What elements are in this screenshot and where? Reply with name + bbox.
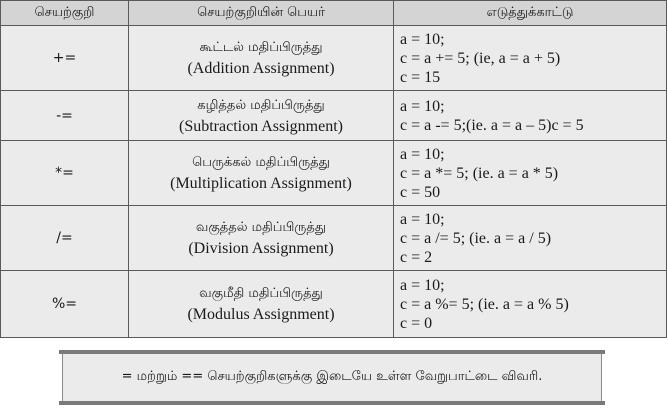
table-row bbox=[1, 91, 667, 141]
example-line: c = 0 bbox=[400, 314, 433, 332]
operator-name-cell bbox=[129, 26, 394, 91]
operator-name-cell bbox=[129, 206, 394, 271]
note-top-bar bbox=[59, 350, 605, 354]
operator-name-tamil: கழித்தல் மதிப்பிருத்து bbox=[197, 97, 325, 113]
table-row bbox=[1, 26, 667, 91]
exercise-note-text: = மற்றும் == செயற்குறிகளுக்கு இடையே உள்ள வேறுபாட்டை விவரி. bbox=[121, 369, 543, 384]
example-line: c = a -= 5;(ie. a = a – 5)c = 5 bbox=[400, 116, 584, 134]
table-row bbox=[1, 271, 667, 338]
operator-name-tamil: கூட்டல் மதிப்பிருத்து bbox=[199, 40, 323, 55]
operator-cell: += bbox=[1, 26, 129, 91]
example-cell bbox=[394, 91, 667, 141]
operator-name-english: (Modulus Assignment) bbox=[187, 306, 335, 323]
header-operator-name: செயற்குறியின் பெயர் bbox=[129, 1, 394, 26]
operator-cell: *= bbox=[1, 141, 129, 206]
example-cell bbox=[394, 26, 667, 91]
example-line: c = 15 bbox=[400, 68, 441, 86]
example-line: a = 10; bbox=[400, 276, 445, 294]
example-cell bbox=[394, 206, 667, 271]
example-line: c = 50 bbox=[400, 183, 441, 201]
operator-name-cell bbox=[129, 91, 394, 141]
table-header-row bbox=[1, 1, 667, 26]
example-cell bbox=[394, 141, 667, 206]
example-line: c = 2 bbox=[400, 248, 433, 266]
example-line: a = 10; bbox=[400, 97, 445, 115]
operator-name-cell bbox=[129, 141, 394, 206]
example-cell bbox=[394, 271, 667, 338]
header-operator: செயற்குறி bbox=[1, 1, 129, 26]
operator-name-english: (Division Assignment) bbox=[188, 240, 334, 257]
example-line: c = a %= 5; (ie. a = a % 5) bbox=[400, 295, 569, 313]
table-row bbox=[1, 206, 667, 271]
example-line: a = 10; bbox=[400, 145, 445, 163]
table-row bbox=[1, 141, 667, 206]
operator-cell: /= bbox=[1, 206, 129, 271]
operator-name-tamil: வகுமீதி மதிப்பிருத்து bbox=[199, 286, 323, 301]
exercise-note-box bbox=[62, 350, 602, 405]
operator-name-tamil: பெருக்கல் மதிப்பிருத்து bbox=[192, 155, 330, 170]
example-line: c = a /= 5; (ie. a = a / 5) bbox=[400, 229, 552, 247]
example-line: a = 10; bbox=[400, 210, 445, 228]
example-line: c = a *= 5; (ie. a = a * 5) bbox=[400, 164, 559, 182]
operator-name-english: (Subtraction Assignment) bbox=[179, 117, 343, 135]
operator-cell: %= bbox=[1, 271, 129, 338]
operator-name-english: (Addition Assignment) bbox=[187, 60, 335, 77]
operator-cell: -= bbox=[1, 91, 129, 141]
operator-name-english: (Multiplication Assignment) bbox=[170, 175, 352, 192]
example-line: c = a += 5; (ie, a = a + 5) bbox=[400, 49, 561, 67]
header-example: எடுத்துக்காட்டு bbox=[394, 1, 667, 26]
operator-name-tamil: வகுத்தல் மதிப்பிருத்து bbox=[195, 220, 327, 235]
operator-name-cell bbox=[129, 271, 394, 338]
example-line: a = 10; bbox=[400, 30, 445, 48]
note-bottom-bar bbox=[59, 401, 605, 405]
